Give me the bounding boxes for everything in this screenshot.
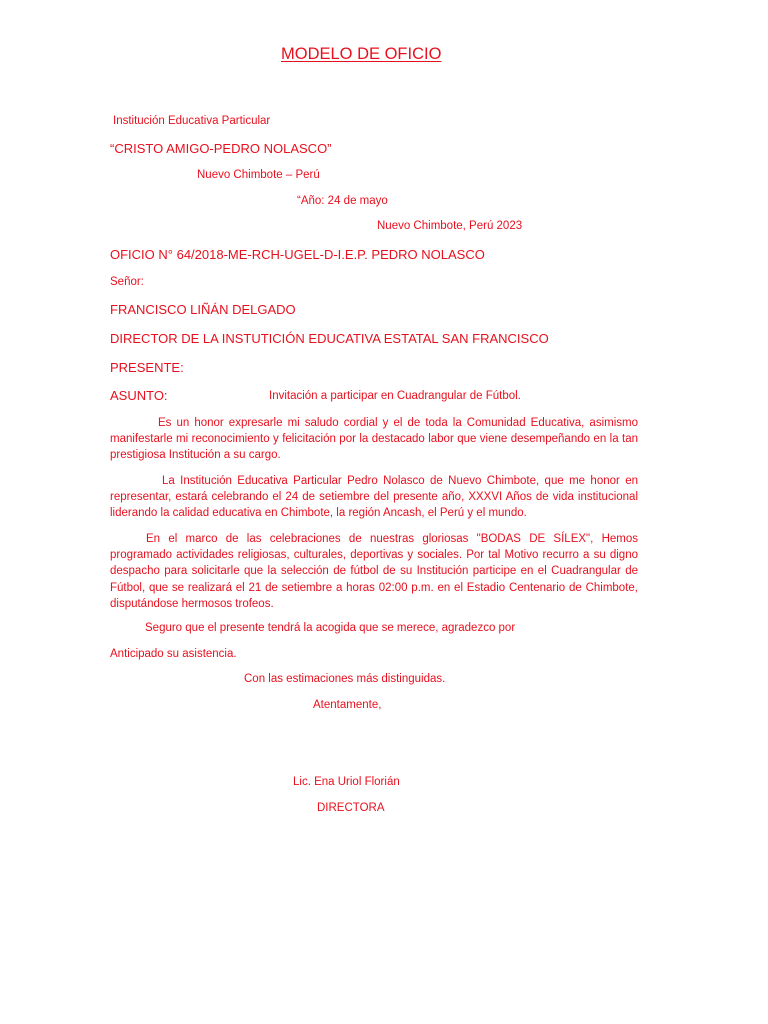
document-title: MODELO DE OFICIO: [281, 45, 442, 63]
institution-type: Institución Educativa Particular: [113, 115, 271, 127]
oficio-number: OFICIO N° 64/2018-ME-RCH-UGEL-D-I.E.P. PEDRO NOLASCO: [110, 247, 485, 262]
regards-line: Con las estimaciones más distinguidas.: [244, 673, 446, 685]
closing-line-2: Anticipado su asistencia.: [110, 648, 237, 660]
year-line: “Año: 24 de mayo: [297, 195, 388, 207]
institution-name: “CRISTO AMIGO-PEDRO NOLASCO”: [110, 141, 332, 156]
recipient-name: FRANCISCO LIÑÁN DELGADO: [110, 302, 296, 317]
presente-label: PRESENTE:: [110, 360, 184, 375]
body-paragraph-1: Es un honor expresarle mi saludo cordial y el de toda la Comunidad Educativa, asimismo manifestarle mi reconocimiento y felicitación por la destacado labor que viene desempeñando en la tan prestigiosa Institución a su cargo.: [110, 417, 638, 462]
place-date-line: Nuevo Chimbote, Perú 2023: [377, 220, 523, 232]
body-paragraph-3: En el marco de las celebraciones de nuestras gloriosas "BODAS DE SÍLEX", Hemos programado actividades religiosas, culturales, deportivas y sociales. Por tal Motivo recurro a su digno despacho para solicitarle que la selección de fútbol de su Institución participe en el Cuadrangular de Fútbol, que se realizará el 21 de setiembre a horas 02:00 p.m. en el Estadio Centenario de Chimbote, disputándose hermosos trofeos.: [110, 533, 638, 610]
asunto-text: Invitación a participar en Cuadrangular de Fútbol.: [269, 390, 521, 402]
signer-role: DIRECTORA: [317, 802, 385, 814]
farewell-line: Atentamente,: [313, 699, 382, 711]
signer-name: Lic. Ena Uriol Florián: [293, 776, 400, 788]
asunto-label: ASUNTO:: [110, 388, 168, 403]
salutation: Señor:: [110, 276, 144, 288]
location-line: Nuevo Chimbote – Perú: [197, 169, 320, 181]
body-paragraph-2: La Institución Educativa Particular Pedro Nolasco de Nuevo Chimbote, que me honor en representar, estará celebrando el 24 de setiembre del presente año, XXXVI Años de vida institucional liderando la calidad educativa en Chimbote, la región Ancash, el Perú y el mundo.: [110, 475, 638, 520]
recipient-title: DIRECTOR DE LA INSTUTICIÓN EDUCATIVA ESTATAL SAN FRANCISCO: [110, 331, 549, 346]
closing-line-1: Seguro que el presente tendrá la acogida que se merece, agradezco por: [145, 622, 516, 634]
